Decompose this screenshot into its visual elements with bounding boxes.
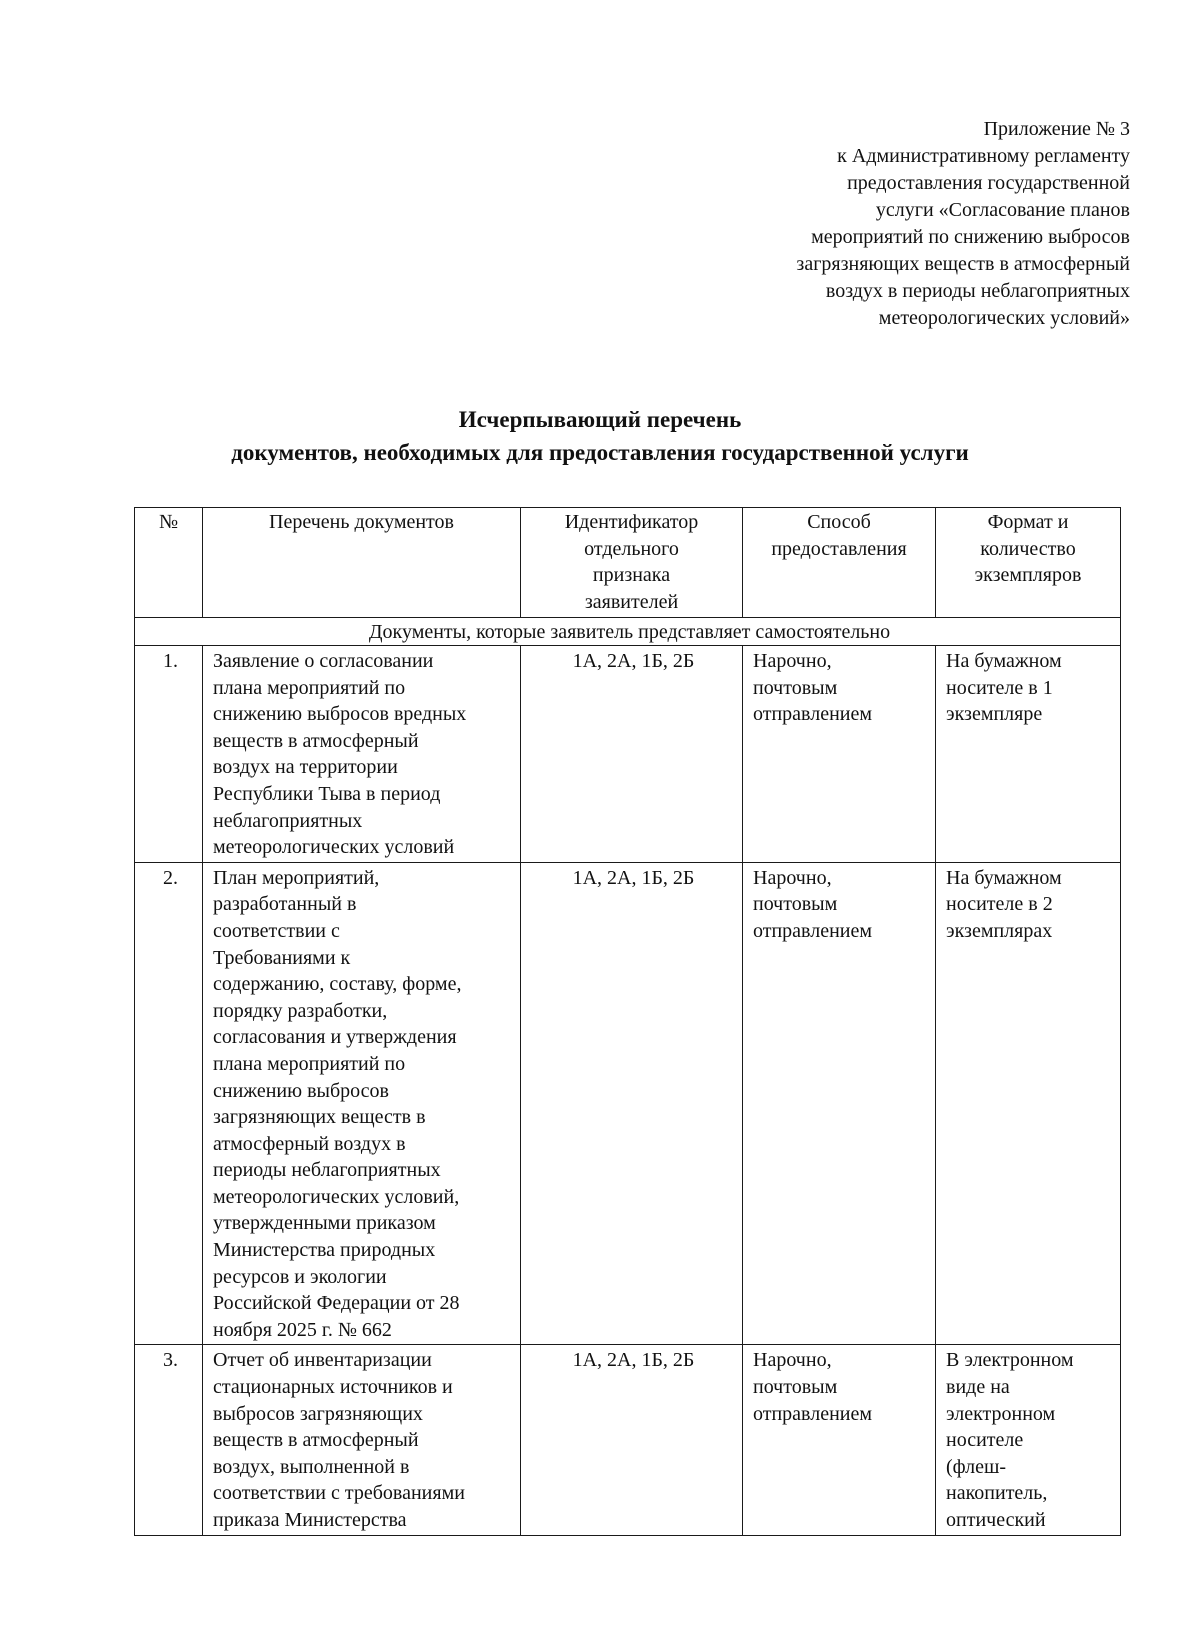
- table-row: [135, 862, 1121, 1345]
- header-documents: Перечень документов: [203, 508, 521, 618]
- header-number: №: [135, 508, 203, 618]
- row-identifier: 1А, 2А, 1Б, 2Б: [521, 646, 743, 863]
- appendix-line: воздух в периоды неблагоприятных: [825, 280, 1130, 302]
- header-format: Формат и количество экземпляров: [936, 508, 1121, 618]
- row-identifier: 1А, 2А, 1Б, 2Б: [521, 1345, 743, 1535]
- table-row: [135, 646, 1121, 863]
- appendix-line: предоставления государственной: [847, 172, 1130, 194]
- appendix-line: к Административному регламенту: [837, 145, 1130, 167]
- documents-table: [134, 507, 1121, 1536]
- appendix-line: загрязняющих веществ в атмосферный: [796, 253, 1130, 275]
- row-format: На бумажном носителе в 2 экземплярах: [936, 862, 1121, 1345]
- row-identifier: 1А, 2А, 1Б, 2Б: [521, 862, 743, 1345]
- section-label: Документы, которые заявитель представляет самостоятельно: [135, 618, 1121, 646]
- document-title: [0, 403, 1200, 469]
- table-header-row: [135, 508, 1121, 618]
- row-format: На бумажном носителе в 1 экземпляре: [936, 646, 1121, 863]
- table-section-row: [135, 618, 1121, 646]
- row-method: Нарочно, почтовым отправлением: [743, 862, 936, 1345]
- row-number: 3.: [135, 1345, 203, 1535]
- table-row: [135, 1345, 1121, 1535]
- appendix-note: [710, 116, 1130, 332]
- appendix-line: Приложение № 3: [983, 118, 1130, 140]
- appendix-line: услуги «Согласование планов: [875, 199, 1130, 221]
- row-number: 1.: [135, 646, 203, 863]
- row-method: Нарочно, почтовым отправлением: [743, 1345, 936, 1535]
- row-method: Нарочно, почтовым отправлением: [743, 646, 936, 863]
- header-identifier: Идентификатор отдельного признака заявителей: [521, 508, 743, 618]
- row-document: План мероприятий, разработанный в соответствии с Требованиями к содержанию, составу, форме, порядку разработки, согласования и утверждения плана мероприятий по снижению выбросов загрязняющих веществ в атмосферный воздух в периоды неблагоприятных метеорологических условий, утвержденными приказом Министерства природных ресурсов и экологии Российской Федерации от 28 ноября 2025 г. № 662: [203, 862, 521, 1345]
- row-number: 2.: [135, 862, 203, 1345]
- document-title-line-1: Исчерпывающий перечень: [458, 407, 742, 432]
- row-format: В электронном виде на электронном носителе (флеш- накопитель, оптический: [936, 1345, 1121, 1535]
- header-method: Способ предоставления: [743, 508, 936, 618]
- row-document: Отчет об инвентаризации стационарных источников и выбросов загрязняющих веществ в атмосферный воздух, выполненной в соответствии с требованиями приказа Министерства: [203, 1345, 521, 1535]
- row-document: Заявление о согласовании плана мероприятий по снижению выбросов вредных веществ в атмосферный воздух на территории Республики Тыва в период неблагоприятных метеорологических условий: [203, 646, 521, 863]
- appendix-line: мероприятий по снижению выбросов: [811, 226, 1130, 248]
- document-title-line-2: документов, необходимых для предоставления государственной услуги: [231, 440, 969, 465]
- appendix-line: метеорологических условий»: [878, 307, 1130, 329]
